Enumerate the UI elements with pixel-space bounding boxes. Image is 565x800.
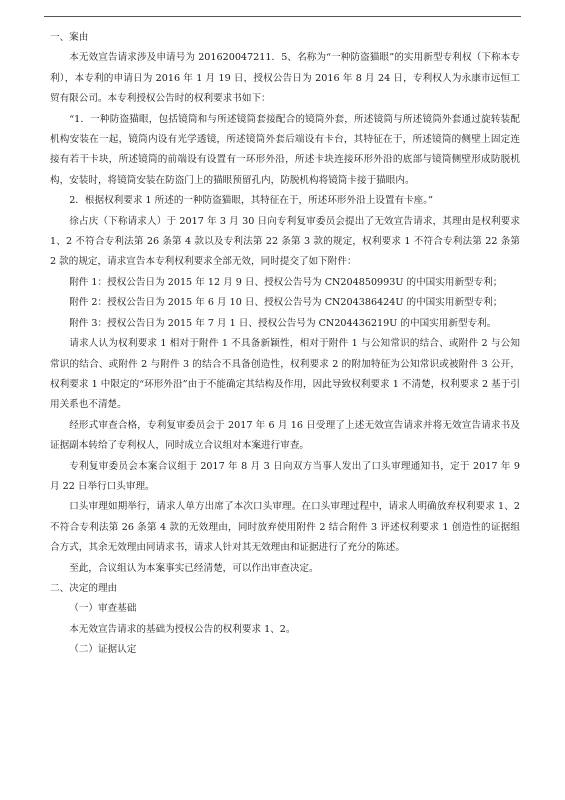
attachment-1: 附件 1：授权公告日为 2015 年 12 月 9 日、授权公告号为 CN204850993U 的中国实用新型专利；	[69, 276, 503, 288]
document-body	[50, 28, 520, 661]
hearing-paragraph: 口头审理如期举行，请求人单方出席了本次口头审理。在口头审理过程中，请求人明确放弃权利要求 1、2 不符合专利法第 26 条第 4 款的无效理由，同时放弃使用附件 2 结合附件 3 评述权利要求 1 创造性的证据组合方式，其余无效理由同请求书，请求人针对其无效理由和证据进行了充分的陈述。	[50, 501, 520, 554]
attachment-3: 附件 3：授权公告日为 2015 年 7 月 1 日、授权公告号为 CN204436219U 的中国实用新型专利。	[69, 317, 497, 329]
section-heading-reasons: 二、决定的理由	[50, 582, 118, 594]
attachment-2: 附件 2：授权公告日为 2015 年 6 月 10 日、授权公告号为 CN204386424U 的中国实用新型专利；	[69, 297, 503, 309]
subheading-evidence: （二）证据认定	[69, 644, 137, 656]
subheading-basis: （一）审查基础	[69, 603, 137, 615]
claim-1-text: “1．一种防盗猫眼，包括镜筒和与所述镜筒套接配合的镜筒外套，所述镜筒与所述镜筒外套通过旋转装配机构安装在一起，镜筒内设有光学透镜，所述镜筒外套后端设有卡台，其特征在于，所述镜筒的侧壁上固定连接有若干卡块，所述镜筒的前端设有设置有一环形外沿，所述卡块连接环形外沿的底部与镜筒侧壁形成防脱机构，安装时，将镜筒安装在防盗门上的猫眼预留孔内，防脱机构将镜筒卡接于猫眼内。	[50, 113, 520, 186]
intro-paragraph: 本无效宣告请求涉及申请号为 201620047211．5、名称为“一种防盗猫眼”的实用新型专利权（下称本专利），本专利的申请日为 2016 年 1 月 19 日，授权公告日为 2016 年 8 月 24 日，专利权人为永康市远恒工贸有限公司。本专利授权公告时的权利要求书如下：	[50, 52, 520, 105]
request-paragraph: 徐占庆（下称请求人）于 2017 年 3 月 30 日向专利复审委员会提出了无效宣告请求，其理由是权利要求 1、2 不符合专利法第 26 条第 4 款以及专利法第 22 条第 3 款的规定，权利要求 1 不符合专利法第 22 条第 2 款的规定，请求宣告本专利权利要求全部无效，同时提交了如下附件：	[50, 215, 520, 268]
argument-paragraph: 请求人认为权利要求 1 相对于附件 1 不具备新颖性，相对于附件 1 与公知常识的结合、或附件 2 与公知常识的结合、或附件 2 与附件 3 的结合不具备创造性，权利要求 2 的附加特征为公知常识或被附件 3 公开，权利要求 1 中限定的“环形外沿”由于不能确定其结构及作用，因此导致权利要求 1 不清楚，权利要求 2 基于引用关系也不清楚。	[50, 338, 520, 411]
notice-paragraph: 专利复审委员会本案合议组于 2017 年 8 月 3 日向双方当事人发出了口头审理通知书，定于 2017 年 9 月 22 日举行口头审理。	[50, 460, 520, 492]
section-heading-case: 一、案由	[50, 32, 89, 43]
claim-2-text: 2．根据权利要求 1 所述的一种防盗猫眼，其特征在于，所述环形外沿上设置有卡座。”	[69, 195, 433, 207]
header-rule	[44, 16, 521, 17]
acceptance-paragraph: 经形式审查合格，专利复审委员会于 2017 年 6 月 16 日受理了上述无效宣告请求并将无效宣告请求书及证据副本转给了专利权人，同时成立合议组对本案进行审查。	[50, 419, 520, 452]
conclusion-paragraph: 至此，合议组认为本案事实已经清楚，可以作出审查决定。	[69, 562, 319, 574]
basis-paragraph: 本无效宣告请求的基础为授权公告的权利要求 1、2。	[69, 623, 296, 635]
